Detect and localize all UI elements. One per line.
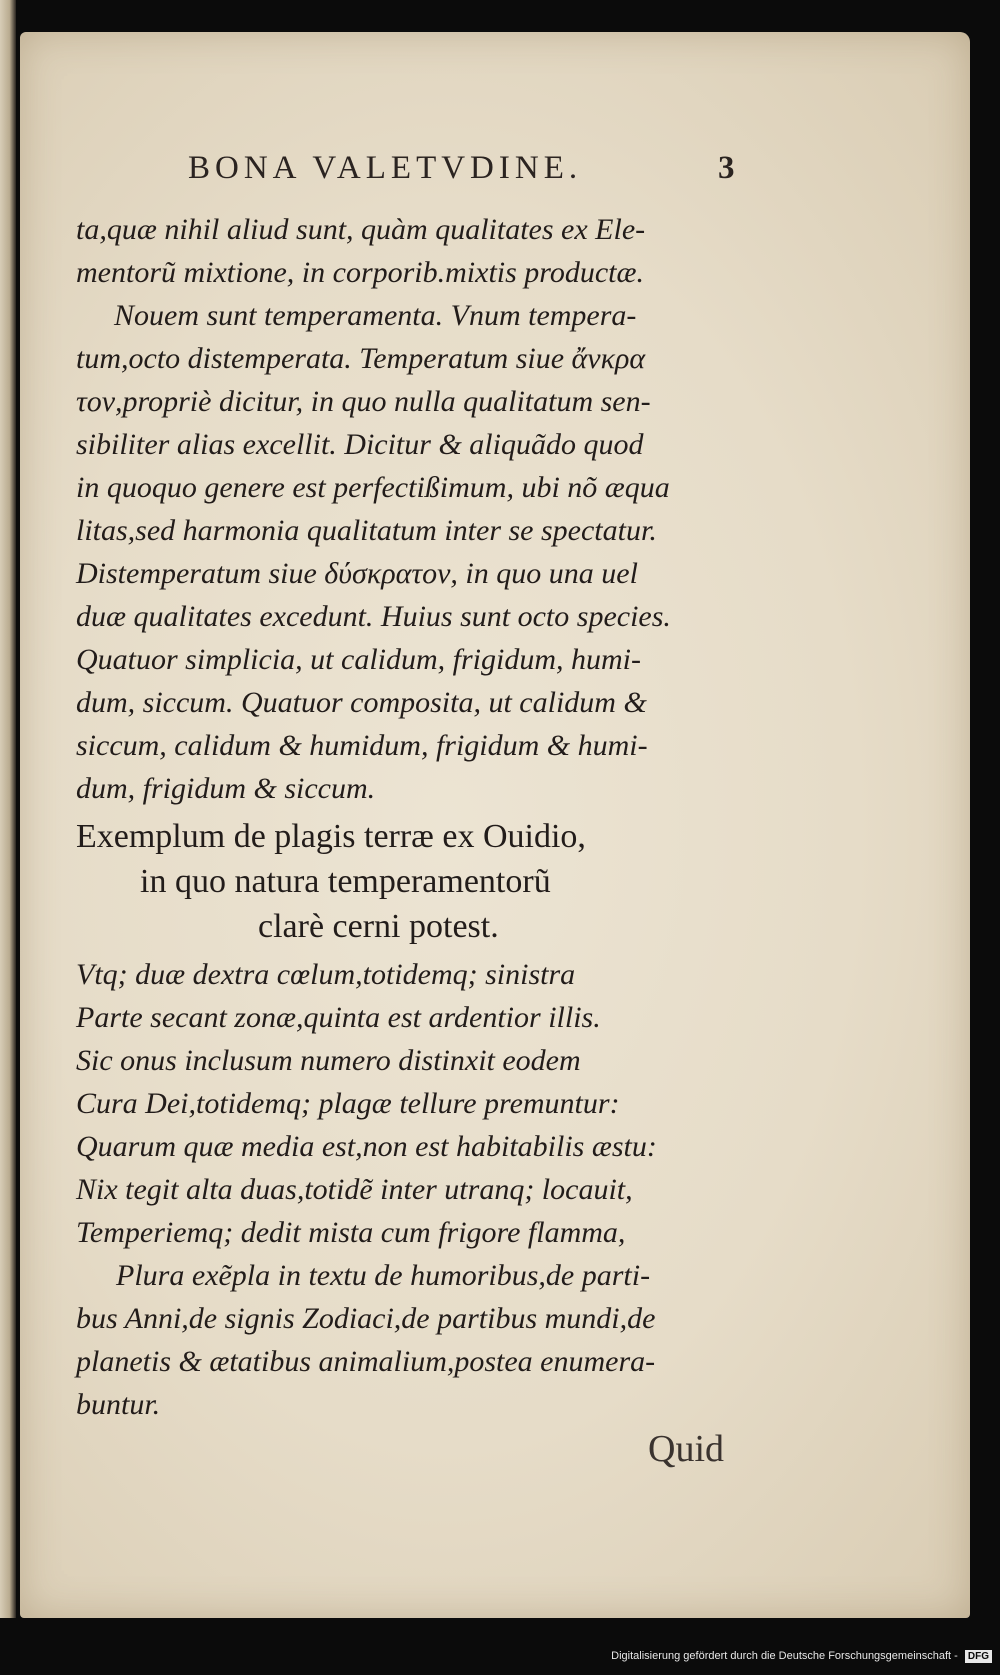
text-line: bus Anni,de signis Zodiaci,de partibus mundi,de bbox=[76, 1302, 656, 1335]
digitization-credit bbox=[611, 1650, 992, 1663]
text-line: mentorũ mixtione, in corporib.mixtis productæ. bbox=[76, 256, 645, 289]
text-line: litas,sed harmonia qualitatum inter se spectatur. bbox=[76, 514, 657, 547]
verse-line: Sic onus inclusum numero distinxit eodem bbox=[76, 1044, 581, 1077]
text-line: buntur. bbox=[76, 1388, 161, 1421]
book-page bbox=[20, 32, 970, 1618]
text-line: dum, siccum. Quatuor composita, ut calidum & bbox=[76, 686, 647, 719]
text-line: τον,propriè dicitur, in quo nulla qualitatum sen- bbox=[76, 385, 651, 418]
verse-line: Nix tegit alta duas,totidẽ inter utranq; locauit, bbox=[76, 1173, 633, 1206]
text-line: ta,quæ nihil aliud sunt, quàm qualitates ex Ele- bbox=[76, 213, 646, 246]
credit-text: Digitalisierung gefördert durch die Deutsche Forschungsgemeinschaft - bbox=[611, 1650, 958, 1662]
verse-line: Quarum quæ media est,non est habitabilis æstu: bbox=[76, 1130, 657, 1163]
dfg-logo: DFG bbox=[965, 1650, 992, 1663]
text-line: tum,octo distemperata. Temperatum siue ἄνκρα bbox=[76, 342, 646, 375]
text-line: planetis & ætatibus animalium,postea enumera- bbox=[76, 1345, 656, 1378]
text-line: sibiliter alias excellit. Dicitur & aliquãdo quod bbox=[76, 428, 644, 461]
text-line: Quatuor simplicia, ut calidum, frigidum, humi- bbox=[76, 643, 641, 676]
page-number: 3 bbox=[718, 150, 735, 186]
page-header bbox=[170, 150, 810, 198]
text-line: Plura exẽpla in textu de humoribus,de parti- bbox=[116, 1259, 651, 1292]
paragraph-examples bbox=[76, 1254, 756, 1426]
text-line: duæ qualitates excedunt. Huius sunt octo species. bbox=[76, 600, 671, 633]
heading-line: Exemplum de plagis terræ ex Ouidio, bbox=[76, 818, 586, 855]
verse-line: Vtq; duæ dextra cœlum,totidemq; sinistra bbox=[76, 958, 576, 991]
catchword: Quid bbox=[648, 1428, 724, 1470]
text-line: siccum, calidum & humidum, frigidum & humi- bbox=[76, 729, 648, 762]
running-head: BONA VALETVDINE. bbox=[188, 150, 583, 186]
paragraph-temperaments bbox=[76, 208, 756, 810]
heading-line: in quo natura temperamentorũ bbox=[140, 863, 551, 900]
text-line: in quoquo genere est perfectißimum, ubi nõ æqua bbox=[76, 471, 670, 504]
verse-line: Temperiemq; dedit mista cum frigore flamma, bbox=[76, 1216, 626, 1249]
verse-line: Parte secant zonæ,quinta est ardentior illis. bbox=[76, 1001, 601, 1034]
adjacent-page-edge bbox=[0, 0, 16, 1618]
text-line: Distemperatum siue δύσκρατον, in quo una uel bbox=[76, 557, 638, 590]
verse-quotation bbox=[76, 953, 756, 1254]
text-line: Nouem sunt temperamenta. Vnum tempera- bbox=[114, 299, 637, 332]
text-line: dum, frigidum & siccum. bbox=[76, 772, 376, 805]
section-heading bbox=[76, 814, 756, 949]
heading-line: clarè cerni potest. bbox=[258, 908, 499, 945]
page-body bbox=[76, 208, 756, 1426]
verse-line: Cura Dei,totidemq; plagæ tellure premuntur: bbox=[76, 1087, 620, 1120]
